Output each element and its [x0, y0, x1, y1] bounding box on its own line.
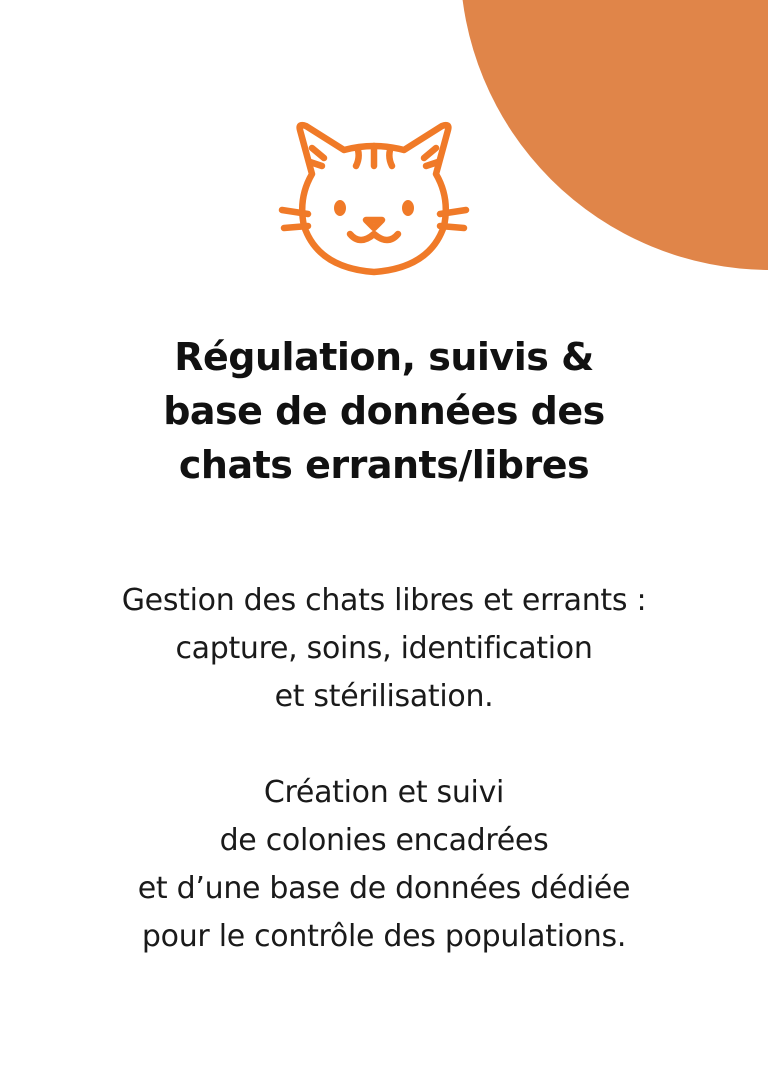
cat-face-icon	[278, 118, 470, 282]
description-paragraph-1	[0, 577, 768, 721]
title-line: base de données des	[163, 389, 605, 433]
title-line: Régulation, suivis &	[174, 335, 594, 379]
cat-right-inner-ear	[424, 148, 438, 166]
cat-right-eye	[402, 200, 414, 216]
page-title	[0, 330, 768, 492]
paragraph-line: et d’une base de données dédiée	[137, 871, 631, 906]
cat-nose	[366, 220, 382, 228]
paragraph-line: de colonies encadrées	[219, 823, 549, 858]
description-paragraph-2	[0, 769, 768, 961]
cat-mouth	[350, 234, 398, 240]
paragraph-line: Gestion des chats libres et errants :	[121, 583, 647, 618]
paragraph-line: capture, soins, identification	[175, 631, 593, 666]
paragraph-line: pour le contrôle des populations.	[141, 919, 627, 954]
paragraph-line: et stérilisation.	[274, 679, 494, 714]
decorative-corner-circle	[460, 0, 768, 270]
paragraph-line: Création et suivi	[263, 775, 505, 810]
cat-left-inner-ear	[310, 148, 324, 166]
title-line: chats errants/libres	[178, 443, 590, 487]
cat-left-eye	[334, 200, 346, 216]
